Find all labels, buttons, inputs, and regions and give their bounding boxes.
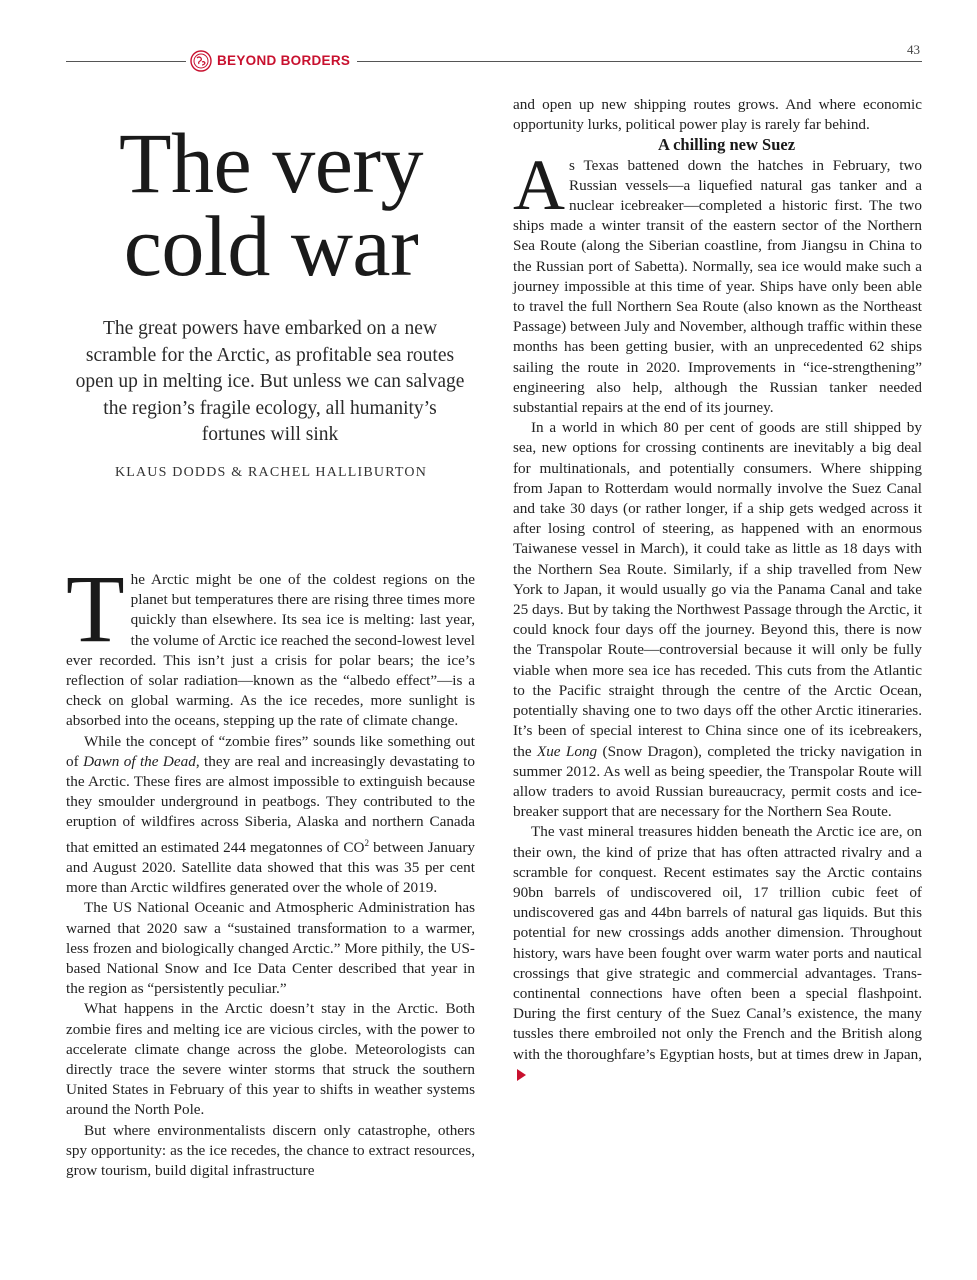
paragraph-text: , they are real and increasingly devastating to the Arctic. These fires are almost impossible to extinguish because they smoulder underground in peatbogs. They contributed to the eruption of wildfires across Siberia, Alaska and northern Canada that emitted an estimated 244 megatonnes of CO bbox=[66, 752, 475, 856]
paragraph-intro bbox=[66, 555, 475, 732]
page-number: 43 bbox=[907, 42, 920, 57]
paragraph: But where environmentalists discern only catastrophe, others spy opportunity: as the ice recedes, the chance to extract resources, grow tourism, build digital infrastructure bbox=[66, 1121, 475, 1179]
byline: KLAUS DODDS & RACHEL HALLIBURTON bbox=[114, 465, 428, 480]
drop-cap: T bbox=[66, 555, 125, 662]
title-line-2: cold war bbox=[123, 198, 419, 294]
paragraph bbox=[513, 418, 922, 822]
globe-icon bbox=[190, 50, 212, 72]
paragraph-text: between January and August 2020. Satellite data showed that this was 35 per cent more than Arctic wildfires generated over the whole of 2019. bbox=[66, 838, 475, 897]
italic-name: Xue Long bbox=[536, 742, 598, 760]
paragraph-text: The vast mineral treasures hidden beneath the Arctic ice are, on their own, the kind of prize that has often attracted rivalry and a scramble for conquest. Recent estimates say the Arctic contains 90bn barrels of undiscovered oil, 17 trillion cubic feet of undiscovered gas and 44bn barrels of natural gas liquids. But this potential for new crossings adds another dimension. Throughout history, wars have been fought over warm water ports and nautical crossings that give strategic and commercial advantages. Trans-continental connections have often been a special flashpoint. During the first century of the Suez Canal’s existence, the many tussles there embroiled not only the French and the British along with the thoroughfare’s Egyptian hosts, but at times drew in Japan, bbox=[513, 823, 922, 1063]
italic-title: Dawn of the Dead bbox=[83, 752, 196, 770]
article-deck: The great powers have embarked on a new scramble for the Arctic, as profitable sea routes open up in melting ice. But unless we can salvage the region’s fragile ecology, all humanity’s fortunes will sink bbox=[75, 318, 465, 445]
paragraph-text: s Texas battened down the hatches in February, two Russian vessels—a liquefied natural gas tanker and a nuclear icebreaker—completed a historic first. The two ships made a winter transit of the eastern sector of the Northern Sea Route (along the Siberian coastline, from Jiangsu in China to the Russian port of Sabetta). Normally, sea ice would make such a journey impossible at this time of year. Ships have only been able to travel the full Northern Sea Route (also known as the Northeast Passage) between July and November, although traffic within these months has been getting busier, with an unprecedented 62 ships sailing the route in 2020. Improvements in “ice-strengthening” engineering also help, although the Russian tanker needed substantial repairs at the end of its journey. bbox=[513, 156, 922, 417]
paragraph-text: While the concept of “zombie fires” sounds like something out of bbox=[66, 732, 475, 770]
body-column-left bbox=[66, 555, 475, 1181]
section-subhead: A chilling new Suez bbox=[657, 135, 796, 155]
paragraph: The US National Oceanic and Atmospheric Administration has warned that 2020 saw a “sustained transformation to a warmer, less frozen and biologically changed Arctic.” More pithily, the US-based National Snow and Ice Data Center described that year in the region as “persistently peculiar.” bbox=[66, 899, 475, 998]
paragraph-text: In a world in which 80 per cent of goods are still shipped by sea, new options for crossing continents are inevitably a big deal for multinationals, and potentially consumers. Where shipping from Japan to Rotterdam would normally involve the Suez Canal and take 30 days (or rather longer, if a ship gets wedged across it after losing control of steering, as happened with an enormous Taiwanese vessel in March), it could take as little as 18 days with the Northern Sea Route. Similarly, if a ship travelled from New York to Japan, it would usually go via the Panama Canal and take 25 days. But by taking the Northwest Passage through the Arctic, it could knock four days off the journey. Beyond this, there is now the Transpolar Route—controversial because it will only be fully viable when more sea ice has receded. This cuts from the Atlantic to the Pacific straight through the centre of the Arctic Ocean, potentially shaving one to two days off the other Arctic itineraries. It’s been of special interest to China since one of its icebreakers, the bbox=[513, 419, 922, 760]
continue-arrow-icon bbox=[517, 1069, 526, 1081]
drop-cap: A bbox=[513, 144, 565, 225]
header-rule-left bbox=[66, 61, 186, 62]
body-column-right bbox=[513, 95, 922, 1085]
paragraph-continued: and open up new shipping routes grows. And where economic opportunity lurks, political power play is rarely far behind. bbox=[513, 96, 922, 134]
article-title bbox=[66, 115, 476, 294]
paragraph bbox=[513, 822, 922, 1085]
paragraph-text: (Snow Dragon), completed the tricky navigation in summer 2012. As well as being speedier, the Transpolar Route will allow traders to avoid Russian bureaucracy, permit costs and ice-breaker support that are necessary for the Northern Sea Route. bbox=[513, 742, 922, 821]
superscript: 2 bbox=[364, 837, 369, 848]
header-rule-right bbox=[357, 61, 922, 62]
paragraph bbox=[66, 732, 475, 899]
section-label: BEYOND BORDERS bbox=[217, 53, 351, 68]
paragraph: What happens in the Arctic doesn’t stay in the Arctic. Both zombie fires and melting ice are vicious circles, with the power to accelerate climate change across the globe. Meteorologists can directly trace the severe winter storms that struck the southern United States in February of this year to shifts in weather systems around the North Pole. bbox=[66, 1000, 475, 1119]
paragraph-text: he Arctic might be one of the coldest regions on the planet but temperatures there are rising three times more quickly than elsewhere. Its sea ice is melting: last year, the volume of Arctic ice reached the second-lowest level ever recorded. This isn’t just a crisis for polar bears; the ice’s reflection of solar radiation—known as the “albedo effect”—is a check on global warming. As the ice recedes, more sunlight is absorbed into the oceans, stepping up the rate of climate change. bbox=[66, 571, 475, 730]
title-line-1: The very bbox=[118, 115, 423, 211]
